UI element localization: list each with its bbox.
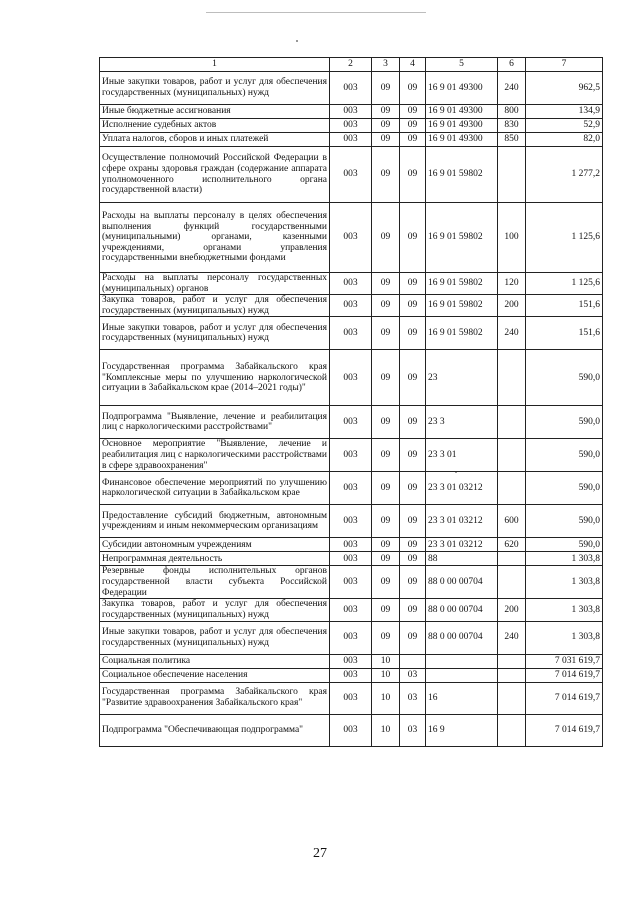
subsection-code-cell: 09 [400,552,426,566]
expense-type-cell: 850 [498,133,526,147]
target-article-cell: 16 9 01 59802 [426,203,498,273]
admin-code-cell: 003 [330,350,372,406]
admin-code-cell: 003 [330,439,372,472]
section-code-cell: 10 [372,668,400,682]
target-article-cell: 16 [426,682,498,714]
admin-code-cell: 003 [330,599,372,621]
subsection-code-cell: 09 [400,406,426,439]
table-row [100,350,603,406]
amount-cell: 1 125,6 [526,203,603,273]
section-code-cell: 09 [372,273,400,295]
section-code-cell: 09 [372,119,400,133]
subsection-code-cell: 09 [400,119,426,133]
admin-code-cell: 003 [330,538,372,552]
subsection-code-cell: 09 [400,472,426,505]
table-row [100,599,603,621]
item-name-cell: Подпрограмма "Выявление, лечение и реабилитация лиц с наркологическими расстройствами" [100,406,330,439]
table-row [100,147,603,203]
section-code-cell: 09 [372,105,400,119]
expense-type-cell: 240 [498,72,526,105]
expense-type-cell [498,147,526,203]
section-code-cell: 09 [372,133,400,147]
amount-cell: 590,0 [526,439,603,472]
item-name-cell: Субсидии автономным учреждениям [100,538,330,552]
amount-cell: 7 014 619,7 [526,682,603,714]
subsection-code-cell: 09 [400,566,426,599]
admin-code-cell: 003 [330,147,372,203]
column-header: 3 [372,58,400,72]
section-code-cell: 09 [372,72,400,105]
table-row [100,105,603,119]
target-article-cell: 16 9 01 49300 [426,133,498,147]
amount-cell: 590,0 [526,472,603,505]
target-article-cell [426,654,498,668]
table-row [100,406,603,439]
target-article-cell: 23 3 01 [426,439,498,472]
admin-code-cell: 003 [330,714,372,746]
table-row [100,654,603,668]
item-name-cell: Подпрограмма "Обеспечивающая подпрограмма" [100,714,330,746]
item-name-cell: Исполнение судебных актов [100,119,330,133]
expense-type-cell [498,682,526,714]
budget-table [99,57,603,747]
subsection-code-cell: 09 [400,105,426,119]
target-article-cell: 88 0 00 00704 [426,599,498,621]
amount-cell: 7 014 619,7 [526,668,603,682]
table-row [100,621,603,654]
section-code-cell: 09 [372,538,400,552]
amount-cell: 7 031 619,7 [526,654,603,668]
table-row [100,505,603,538]
target-article-cell: 16 9 [426,714,498,746]
amount-cell: 1 303,8 [526,599,603,621]
expense-type-cell: 600 [498,505,526,538]
target-article-cell: 88 0 00 00704 [426,621,498,654]
table-row [100,295,603,317]
amount-cell: 590,0 [526,538,603,552]
admin-code-cell: 003 [330,668,372,682]
amount-cell: 962,5 [526,72,603,105]
section-code-cell: 09 [372,295,400,317]
target-article-cell: 23 [426,350,498,406]
admin-code-cell: 003 [330,133,372,147]
table-row [100,119,603,133]
amount-cell: 590,0 [526,350,603,406]
table-header-row [100,58,603,72]
table-row [100,668,603,682]
subsection-code-cell: 09 [400,538,426,552]
subsection-code-cell: 03 [400,714,426,746]
expense-type-cell [498,714,526,746]
item-name-cell: Иные закупки товаров, работ и услуг для обеспечения государственных (муниципальных) нужд [100,621,330,654]
item-name-cell: Закупка товаров, работ и услуг для обеспечения государственных (муниципальных) нужд [100,295,330,317]
item-name-cell: Расходы на выплаты персоналу государственных (муниципальных) органов [100,273,330,295]
section-code-cell: 09 [372,147,400,203]
item-name-cell: Социальное обеспечение населения [100,668,330,682]
admin-code-cell: 003 [330,317,372,350]
admin-code-cell: 003 [330,621,372,654]
subsection-code-cell: 09 [400,439,426,472]
expense-type-cell [498,552,526,566]
expense-type-cell [498,439,526,472]
expense-type-cell [498,472,526,505]
target-article-cell: 16 9 01 59802 [426,317,498,350]
subsection-code-cell: 09 [400,350,426,406]
section-code-cell: 09 [372,317,400,350]
amount-cell: 82,0 [526,133,603,147]
item-name-cell: Иные закупки товаров, работ и услуг для обеспечения государственных (муниципальных) нужд [100,317,330,350]
amount-cell: 52,9 [526,119,603,133]
target-article-cell: 88 0 00 00704 [426,566,498,599]
expense-type-cell [498,406,526,439]
section-code-cell: 09 [372,599,400,621]
item-name-cell: Расходы на выплаты персоналу в целях обеспечения выполнения функций государственными (муниципальными) органами, казенными учреждениями, органами управления государственными внебюджетными фондами [100,203,330,273]
expense-type-cell: 200 [498,599,526,621]
admin-code-cell: 003 [330,682,372,714]
admin-code-cell: 003 [330,273,372,295]
item-name-cell: Государственная программа Забайкальского края "Комплексные меры по улучшению наркологической ситуации в Забайкальском крае (2014–2021 годы)" [100,350,330,406]
target-article-cell [426,668,498,682]
target-article-cell: 16 9 01 59802 [426,147,498,203]
target-article-cell: 23 3 [426,406,498,439]
expense-type-cell [498,654,526,668]
expense-type-cell [498,668,526,682]
subsection-code-cell [400,654,426,668]
subsection-code-cell: 03 [400,682,426,714]
column-header: 4 [400,58,426,72]
item-name-cell: Основное мероприятие "Выявление, лечение и реабилитация лиц с наркологическими расстройствами в сфере здравоохранения" [100,439,330,472]
subsection-code-cell: 09 [400,72,426,105]
expense-type-cell: 830 [498,119,526,133]
subsection-code-cell: 09 [400,273,426,295]
subsection-code-cell: 09 [400,147,426,203]
column-header: 5 [426,58,498,72]
table-row [100,538,603,552]
target-article-cell: 16 9 01 49300 [426,105,498,119]
item-name-cell: Государственная программа Забайкальского края "Развитие здравоохранения Забайкальского края" [100,682,330,714]
item-name-cell: Предоставление субсидий бюджетным, автономным учреждениям и иным некоммерческим организациям [100,505,330,538]
section-code-cell: 09 [372,472,400,505]
section-code-cell: 09 [372,406,400,439]
admin-code-cell: 003 [330,119,372,133]
section-code-cell: 09 [372,203,400,273]
amount-cell: 1 277,2 [526,147,603,203]
expense-type-cell: 240 [498,621,526,654]
subsection-code-cell: 09 [400,133,426,147]
amount-cell: 151,6 [526,317,603,350]
target-article-cell: 16 9 01 59802 [426,273,498,295]
expense-type-cell: 620 [498,538,526,552]
amount-cell: 590,0 [526,406,603,439]
item-name-cell: Непрограммная деятельность [100,552,330,566]
admin-code-cell: 003 [330,295,372,317]
table-row [100,552,603,566]
amount-cell: 1 303,8 [526,552,603,566]
amount-cell: 1 303,8 [526,621,603,654]
subsection-code-cell: 09 [400,505,426,538]
subsection-code-cell: 09 [400,599,426,621]
section-code-cell: 09 [372,439,400,472]
table-row [100,682,603,714]
item-name-cell: Резервные фонды исполнительных органов государственной власти субъекта Российской Федерации [100,566,330,599]
table-row [100,72,603,105]
target-article-cell: 16 9 01 49300 [426,119,498,133]
section-code-cell: 10 [372,654,400,668]
table-row [100,714,603,746]
item-name-cell: Социальная политика [100,654,330,668]
page-number: 27 [313,846,327,861]
section-code-cell: 10 [372,682,400,714]
section-code-cell: 09 [372,566,400,599]
table-row [100,317,603,350]
amount-cell: 1 125,6 [526,273,603,295]
item-name-cell: Закупка товаров, работ и услуг для обеспечения государственных (муниципальных) нужд [100,599,330,621]
subsection-code-cell: 09 [400,203,426,273]
section-code-cell: 09 [372,621,400,654]
target-article-cell: 23 3 01 03212 [426,538,498,552]
target-article-cell: 16 9 01 59802 [426,295,498,317]
amount-cell: 1 303,8 [526,566,603,599]
admin-code-cell: 003 [330,566,372,599]
subsection-code-cell: 09 [400,317,426,350]
amount-cell: 151,6 [526,295,603,317]
item-name-cell: Иные бюджетные ассигнования [100,105,330,119]
expense-type-cell: 800 [498,105,526,119]
target-article-cell: 23 3 01 03212 [426,505,498,538]
item-name-cell: Осуществление полномочий Российской Федерации в сфере охраны здоровья граждан (содержание аппарата уполномоченного исполнительного органа государственной власти) [100,147,330,203]
section-code-cell: 09 [372,505,400,538]
expense-type-cell [498,566,526,599]
expense-type-cell: 120 [498,273,526,295]
column-header: 1 [100,58,330,72]
expense-type-cell: 240 [498,317,526,350]
admin-code-cell: 003 [330,472,372,505]
admin-code-cell: 003 [330,72,372,105]
item-name-cell: Иные закупки товаров, работ и услуг для обеспечения государственных (муниципальных) нужд [100,72,330,105]
column-header: 6 [498,58,526,72]
admin-code-cell: 003 [330,505,372,538]
admin-code-cell: 003 [330,203,372,273]
subsection-code-cell: 09 [400,621,426,654]
target-article-cell: 16 9 01 49300 [426,72,498,105]
column-header: 7 [526,58,603,72]
admin-code-cell: 003 [330,406,372,439]
admin-code-cell: 003 [330,552,372,566]
scan-speck [296,40,298,42]
amount-cell: 134,9 [526,105,603,119]
expense-type-cell: 200 [498,295,526,317]
section-code-cell: 09 [372,552,400,566]
amount-cell: 590,0 [526,505,603,538]
item-name-cell: Уплата налогов, сборов и иных платежей [100,133,330,147]
table-row [100,439,603,472]
table-row [100,203,603,273]
item-name-cell: Финансовое обеспечение мероприятий по улучшению наркологической ситуации в Забайкальском крае [100,472,330,505]
subsection-code-cell: 09 [400,295,426,317]
subsection-code-cell: 03 [400,668,426,682]
amount-cell: 7 014 619,7 [526,714,603,746]
top-page-rule [206,12,426,13]
table-row [100,133,603,147]
expense-type-cell: 100 [498,203,526,273]
target-article-cell: 88 [426,552,498,566]
section-code-cell: 10 [372,714,400,746]
section-code-cell: 09 [372,350,400,406]
table-row [100,566,603,599]
admin-code-cell: 003 [330,105,372,119]
column-header: 2 [330,58,372,72]
expense-type-cell [498,350,526,406]
target-article-cell: 23 3 01 03212 [426,472,498,505]
admin-code-cell: 003 [330,654,372,668]
table-row [100,273,603,295]
table-row [100,472,603,505]
